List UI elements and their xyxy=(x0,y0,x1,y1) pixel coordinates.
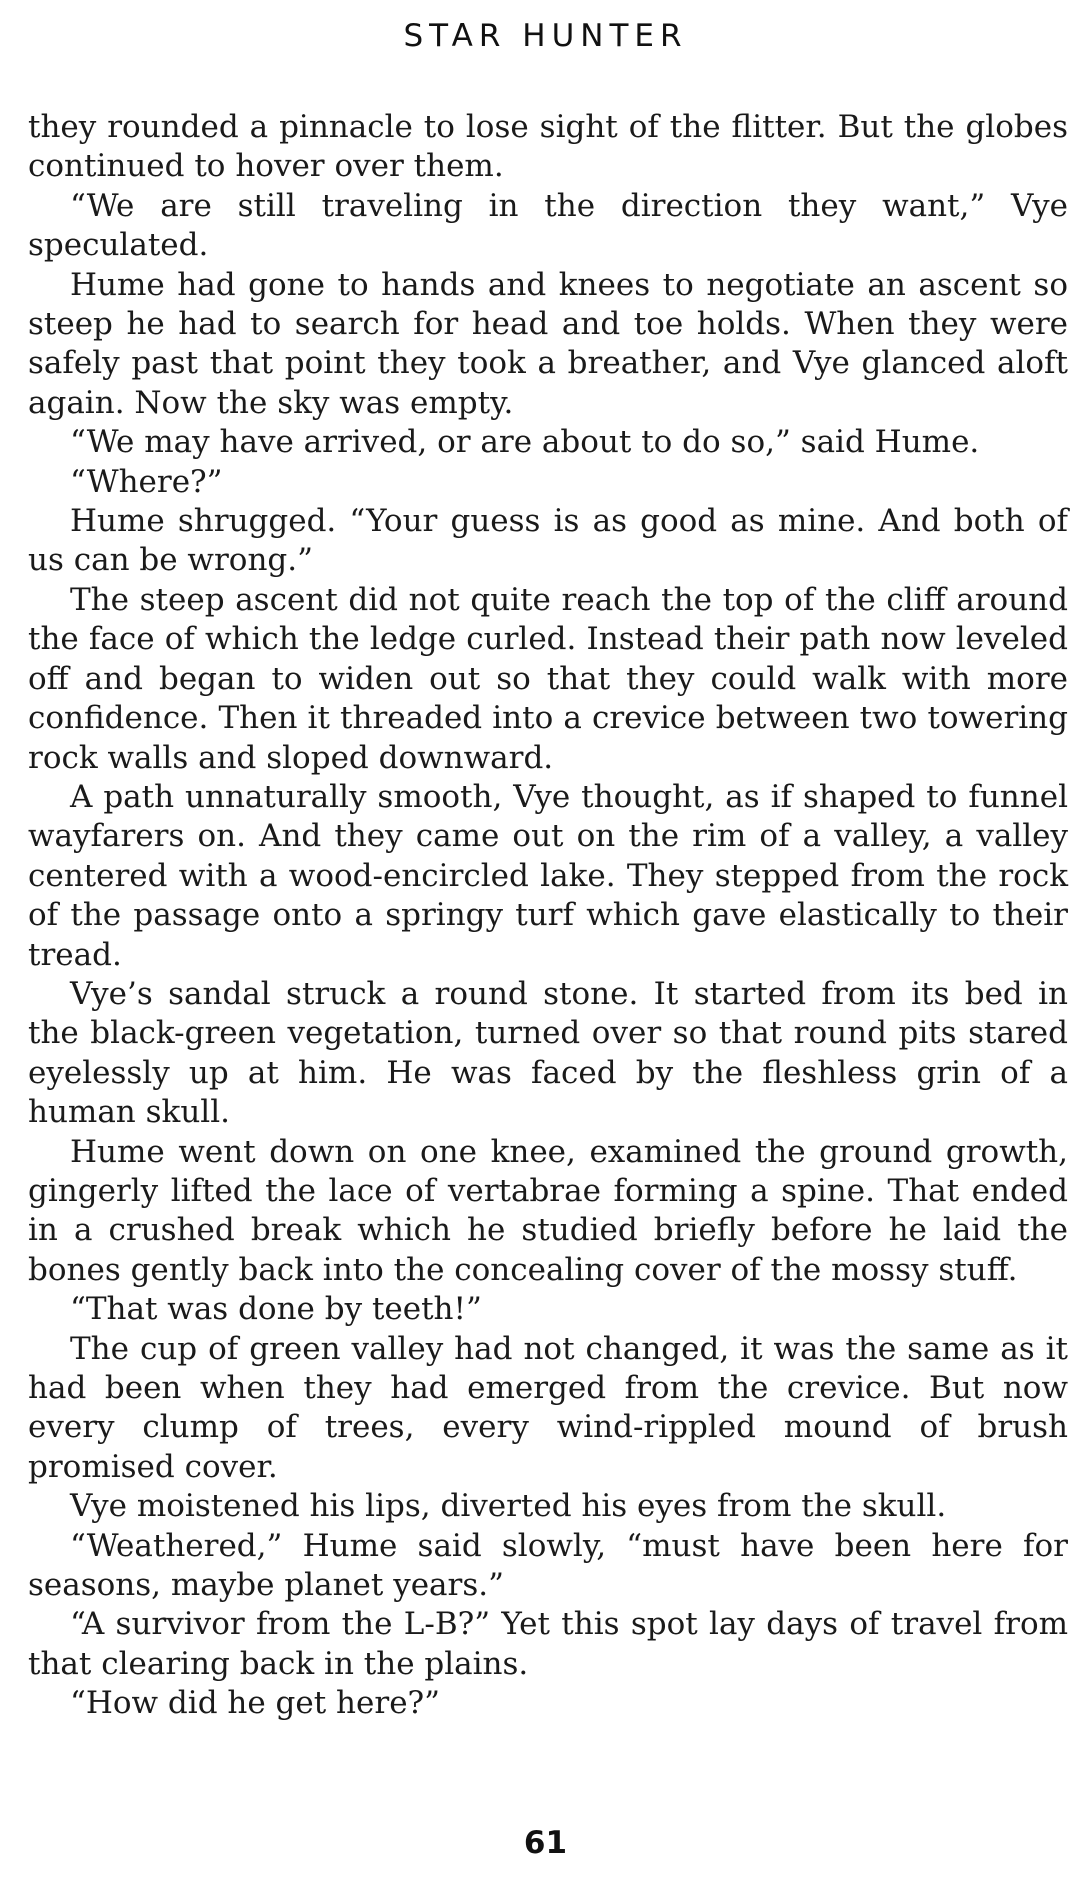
paragraph: “Weathered,” Hume said slowly, “must have been here for seasons, maybe planet years.” xyxy=(28,1527,1068,1604)
paragraph: “That was done by teeth!” xyxy=(70,1291,482,1328)
paragraph: “We may have arrived, or are about to do so,” said Hume. xyxy=(70,424,980,461)
body-text xyxy=(28,108,1068,1724)
paragraph: The steep ascent did not quite reach the top of the cliff around the face of which the ledge curled. Instead their path now leveled off and began to widen out so that they could walk with more confidence. Then it threaded into a crevice between two towering rock walls and sloped downward. xyxy=(28,581,1068,776)
paragraph: Hume shrugged. “Your guess is as good as mine. And both of us can be wrong.” xyxy=(28,503,1068,579)
running-head: STAR HUNTER xyxy=(403,18,688,54)
paragraph: Vye’s sandal struck a round stone. It started from its bed in the black-green vegetation, turned over so that round pits stared eyelessly up at him. He was faced by the fleshless grin of a human skull. xyxy=(28,975,1068,1131)
paragraph: “We are still traveling in the direction they want,” Vye speculated. xyxy=(28,187,1068,264)
paragraph: they rounded a pinnacle to lose sight of the flitter. But the globes continued to hover over them. xyxy=(28,109,1068,185)
paragraph: A path unnaturally smooth, Vye thought, as if shaped to funnel wayfarers on. And they came out on the rim of a valley, a valley centered with a wood-encircled lake. They stepped from the rock of the passage onto a springy turf which gave elastically to their tread. xyxy=(28,778,1068,973)
paragraph: “Where?” xyxy=(70,463,223,500)
paragraph: “How did he get here?” xyxy=(70,1685,441,1722)
paragraph: Hume had gone to hands and knees to negotiate an ascent so steep he had to search for head and toe holds. When they were safely past that point they took a breather, and Vye glanced aloft again. Now the sky was empty. xyxy=(28,266,1068,421)
paragraph: “A survivor from the L-B?” Yet this spot lay days of travel from that clearing back in the plains. xyxy=(28,1606,1068,1682)
page-number: 61 xyxy=(523,1825,568,1861)
paragraph: The cup of green valley had not changed, it was the same as it had been when they had emerged from the crevice. But now every clump of trees, every wind-rippled mound of brush promised cover. xyxy=(28,1330,1068,1485)
paragraph: Hume went down on one knee, examined the ground growth, gingerly lifted the lace of vertabrae forming a spine. That ended in a crushed break which he studied briefly before he laid the bones gently back into the concealing cover of the mossy stuff. xyxy=(28,1133,1068,1288)
paragraph: Vye moistened his lips, diverted his eyes from the skull. xyxy=(70,1488,947,1525)
